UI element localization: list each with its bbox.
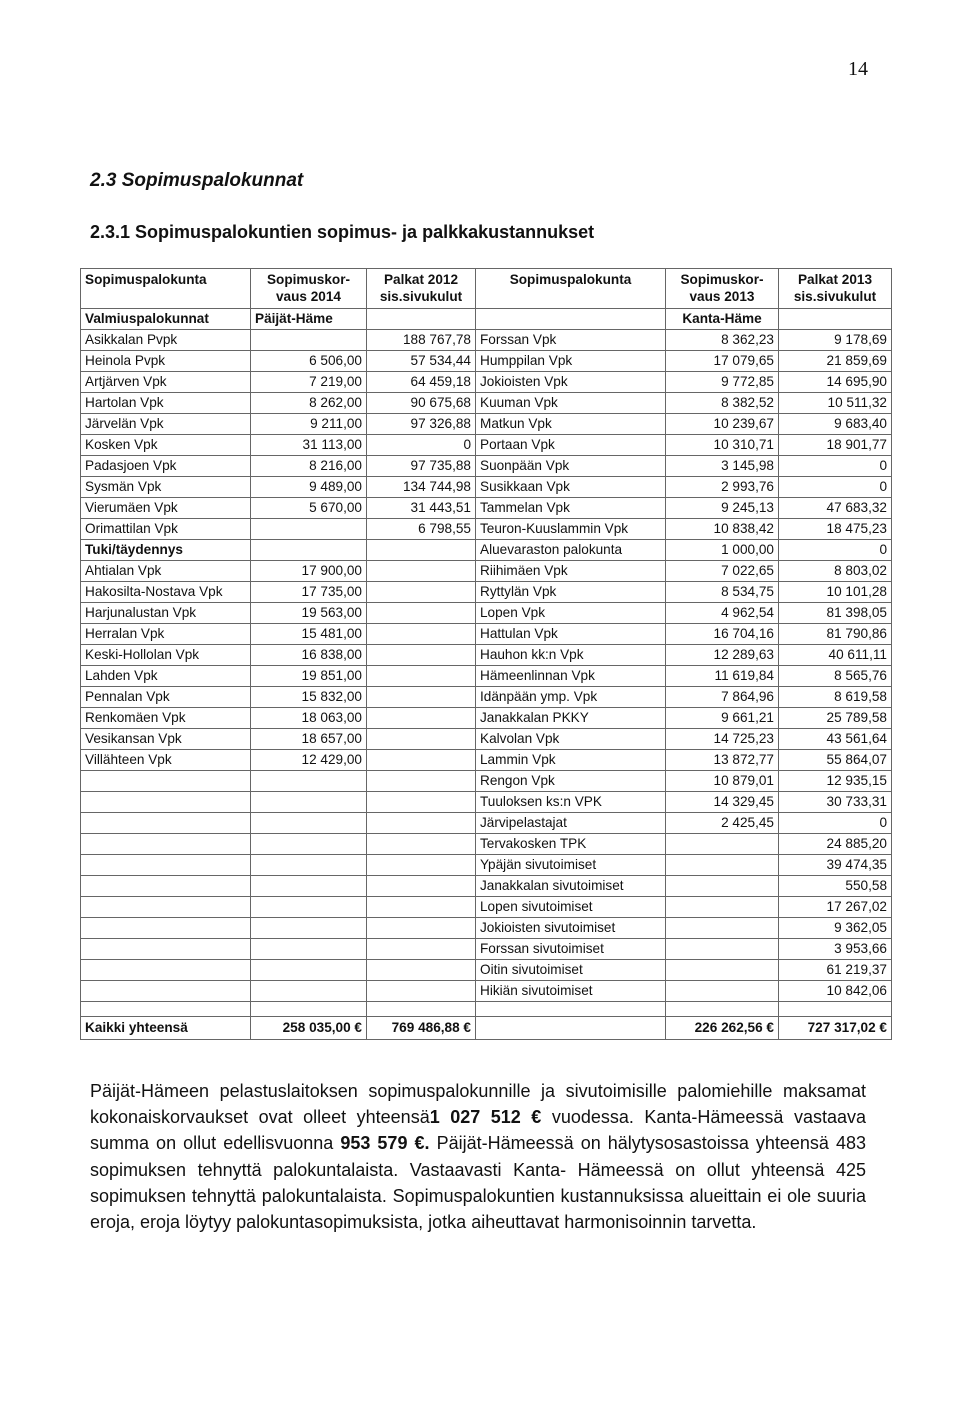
table-row	[81, 540, 892, 561]
cell-palkat-2012: 64 459,18	[367, 372, 476, 393]
cell-palkat-2013: 9 683,40	[779, 414, 892, 435]
cell-palkat-2012	[367, 603, 476, 624]
cell-palkat-2013: 3 953,66	[779, 939, 892, 960]
cell-sopimuskorvaus-2013: 11 619,84	[666, 666, 779, 687]
cell-sopimuskorvaus-2013: 14 725,23	[666, 729, 779, 750]
table-row	[81, 918, 892, 939]
cell-palokunta-left: Keski-Hollolan Vpk	[81, 645, 251, 666]
cell-palkat-2012	[367, 771, 476, 792]
cell-palokunta-right: Kuuman Vpk	[476, 393, 666, 414]
total-paijat-hame: 1 027 512 €	[429, 1107, 542, 1128]
cell-palkat-2012	[367, 918, 476, 939]
cell-sopimuskorvaus-2014	[251, 771, 367, 792]
cell-palkat-2012	[367, 834, 476, 855]
cell-palokunta-left: Artjärven Vpk	[81, 372, 251, 393]
cell-sopimuskorvaus-2014: 17 900,00	[251, 561, 367, 582]
table-row	[81, 330, 892, 351]
cell-palokunta-right: Matkun Vpk	[476, 414, 666, 435]
cell-palkat-2012	[367, 624, 476, 645]
table-row	[81, 456, 892, 477]
cell-sopimuskorvaus-2013: 8 362,23	[666, 330, 779, 351]
cell-palokunta-right: Hikiän sivutoimiset	[476, 981, 666, 1002]
cell-sopimuskorvaus-2013: 12 289,63	[666, 645, 779, 666]
cell-palkat-2013: 39 474,35	[779, 855, 892, 876]
header-sopimuspalokunta-right: Sopimuspalokunta	[476, 269, 666, 309]
cell-palkat-2013: 47 683,32	[779, 498, 892, 519]
cell-palokunta-right: Lopen Vpk	[476, 603, 666, 624]
cell-palokunta-left: Kosken Vpk	[81, 435, 251, 456]
table-row	[81, 666, 892, 687]
table-row	[81, 582, 892, 603]
cell-sopimuskorvaus-2013: 14 329,45	[666, 792, 779, 813]
cell-palkat-2012	[367, 876, 476, 897]
cell-palokunta-left: Järvelän Vpk	[81, 414, 251, 435]
cell-sopimuskorvaus-2014	[251, 939, 367, 960]
cell-sopimuskorvaus-2014	[251, 897, 367, 918]
total-sopimuskorvaus-2014: 258 035,00 €	[251, 1017, 367, 1040]
cell-palokunta-left	[81, 981, 251, 1002]
cell-palokunta-left: Heinola Pvpk	[81, 351, 251, 372]
cell-palkat-2012: 0	[367, 435, 476, 456]
cell-palkat-2013: 18 475,23	[779, 519, 892, 540]
cell-sopimuskorvaus-2014: 8 262,00	[251, 393, 367, 414]
region-row	[81, 309, 892, 330]
table-body	[81, 330, 892, 1002]
cell-sopimuskorvaus-2013	[666, 981, 779, 1002]
table-row	[81, 981, 892, 1002]
cell-palkat-2013: 0	[779, 477, 892, 498]
total-palkat-2013: 727 317,02 €	[779, 1017, 892, 1040]
table-row	[81, 750, 892, 771]
cell-sopimuskorvaus-2013: 10 310,71	[666, 435, 779, 456]
cell-palokunta-left: Padasjoen Vpk	[81, 456, 251, 477]
header-palkat-2012: Palkat 2012 sis.sivukulut	[367, 269, 476, 309]
cell-palkat-2012: 57 534,44	[367, 351, 476, 372]
cell-sopimuskorvaus-2013: 7 022,65	[666, 561, 779, 582]
table-row	[81, 813, 892, 834]
total-row	[81, 1017, 892, 1040]
cell-palokunta-left	[81, 876, 251, 897]
cell-palokunta-right: Portaan Vpk	[476, 435, 666, 456]
cell-palkat-2012	[367, 897, 476, 918]
cell-palokunta-left: Vierumäen Vpk	[81, 498, 251, 519]
cell-palkat-2013: 10 101,28	[779, 582, 892, 603]
cell-palkat-2013: 81 398,05	[779, 603, 892, 624]
table-row	[81, 498, 892, 519]
cell-palokunta-right: Susikkaan Vpk	[476, 477, 666, 498]
table-row	[81, 855, 892, 876]
cell-palokunta-left: Orimattilan Vpk	[81, 519, 251, 540]
header-sopimuskorvaus-2014: Sopimuskor- vaus 2014	[251, 269, 367, 309]
cell-sopimuskorvaus-2014	[251, 876, 367, 897]
cell-sopimuskorvaus-2013: 13 872,77	[666, 750, 779, 771]
table-row	[81, 603, 892, 624]
cell-sopimuskorvaus-2013: 1 000,00	[666, 540, 779, 561]
cell-palokunta-right: Lopen sivutoimiset	[476, 897, 666, 918]
cell-palokunta-left	[81, 813, 251, 834]
cell-palkat-2012	[367, 666, 476, 687]
cell-palokunta-right: Idänpään ymp. Vpk	[476, 687, 666, 708]
cell-palokunta-right: Janakkalan PKKY	[476, 708, 666, 729]
cell-palokunta-right: Hämeenlinnan Vpk	[476, 666, 666, 687]
table-row	[81, 519, 892, 540]
cell-palkat-2013: 10 511,32	[779, 393, 892, 414]
table-row	[81, 897, 892, 918]
cell-palokunta-left: Harjunalustan Vpk	[81, 603, 251, 624]
cell-sopimuskorvaus-2013	[666, 834, 779, 855]
cell-palokunta-left: Lahden Vpk	[81, 666, 251, 687]
cell-palokunta-right: Oitin sivutoimiset	[476, 960, 666, 981]
cell-palokunta-right: Tervakosken TPK	[476, 834, 666, 855]
cell-palokunta-right: Hattulan Vpk	[476, 624, 666, 645]
cell-palkat-2013: 9 362,05	[779, 918, 892, 939]
cell-palokunta-right: Ypäjän sivutoimiset	[476, 855, 666, 876]
cell-sopimuskorvaus-2013: 8 534,75	[666, 582, 779, 603]
cell-palkat-2012: 134 744,98	[367, 477, 476, 498]
cell-palokunta-right: Hauhon kk:n Vpk	[476, 645, 666, 666]
cell-palokunta-right: Jokioisten sivutoimiset	[476, 918, 666, 939]
cell-sopimuskorvaus-2013: 10 879,01	[666, 771, 779, 792]
cell-sopimuskorvaus-2013: 10 239,67	[666, 414, 779, 435]
spacer-row	[81, 1002, 892, 1017]
header-row	[81, 269, 892, 309]
total-label: Kaikki yhteensä	[81, 1017, 251, 1040]
cell-sopimuskorvaus-2013: 9 661,21	[666, 708, 779, 729]
cell-sopimuskorvaus-2014: 9 489,00	[251, 477, 367, 498]
table-row	[81, 708, 892, 729]
cell-sopimuskorvaus-2014: 31 113,00	[251, 435, 367, 456]
cell-palkat-2013: 17 267,02	[779, 897, 892, 918]
summary-paragraph: Päijät-Hämeen pelastuslaitoksen sopimuspalokunnille ja sivutoimisille palomiehille maksamat kokonaiskorvaukset ovat olleet yhteensä1 027 512 € vuodessa. Kanta-Hämeessä vastaava summa on ollut edellisvuonna 953 579 €. Päijät-Hämeessä on hälytysosastoissa yhteensä 483 sopimuksen tehnyttä palokuntalaista. Vastaavasti Kanta- Hämeessä on ollut yhteensä 425 sopimuksen tehnyttä palokuntalaista. Sopimuspalokuntien kustannuksissa alueittain ei ole suuria eroja, eroja löytyy palokuntasopimuksista, jotka aiheuttavat harmonisoinnin tarvetta.	[90, 1081, 867, 1233]
cell-palokunta-right: Janakkalan sivutoimiset	[476, 876, 666, 897]
cell-palokunta-left	[81, 960, 251, 981]
cell-sopimuskorvaus-2014: 16 838,00	[251, 645, 367, 666]
cell-sopimuskorvaus-2014	[251, 813, 367, 834]
cell-palkat-2013: 61 219,37	[779, 960, 892, 981]
region-kanta-hame: Kanta-Häme	[666, 309, 779, 330]
cost-table	[80, 268, 892, 1040]
cell-palkat-2012	[367, 582, 476, 603]
cell-palokunta-left: Pennalan Vpk	[81, 687, 251, 708]
cell-sopimuskorvaus-2014	[251, 540, 367, 561]
cell-sopimuskorvaus-2013: 4 962,54	[666, 603, 779, 624]
cell-sopimuskorvaus-2013	[666, 939, 779, 960]
cell-palokunta-right: Järvipelastajat	[476, 813, 666, 834]
cell-sopimuskorvaus-2014: 9 211,00	[251, 414, 367, 435]
table-row	[81, 960, 892, 981]
cell-palkat-2013: 43 561,64	[779, 729, 892, 750]
cell-palokunta-right: Ryttylän Vpk	[476, 582, 666, 603]
table-row	[81, 687, 892, 708]
cell-palkat-2012	[367, 750, 476, 771]
table-row	[81, 645, 892, 666]
cell-palkat-2012	[367, 729, 476, 750]
cell-sopimuskorvaus-2014	[251, 981, 367, 1002]
group-label: Valmiuspalokunnat	[81, 309, 251, 330]
cell-palkat-2013: 550,58	[779, 876, 892, 897]
subsection-heading: 2.3.1 Sopimuspalokuntien sopimus- ja palkkakustannukset	[90, 222, 595, 242]
table-row	[81, 729, 892, 750]
table-row	[81, 771, 892, 792]
cell-sopimuskorvaus-2014: 8 216,00	[251, 456, 367, 477]
cell-palokunta-left	[81, 939, 251, 960]
cell-palokunta-left: Renkomäen Vpk	[81, 708, 251, 729]
table-row	[81, 372, 892, 393]
cell-sopimuskorvaus-2014: 5 670,00	[251, 498, 367, 519]
cell-palkat-2012: 97 735,88	[367, 456, 476, 477]
cell-sopimuskorvaus-2014	[251, 960, 367, 981]
cell-sopimuskorvaus-2014	[251, 792, 367, 813]
cell-palkat-2013: 10 842,06	[779, 981, 892, 1002]
cell-palkat-2012	[367, 645, 476, 666]
cell-palkat-2013: 8 565,76	[779, 666, 892, 687]
cell-sopimuskorvaus-2014: 18 063,00	[251, 708, 367, 729]
total-sopimuskorvaus-2013: 226 262,56 €	[666, 1017, 779, 1040]
cell-palokunta-right: Rengon Vpk	[476, 771, 666, 792]
cell-palkat-2013: 12 935,15	[779, 771, 892, 792]
cell-palokunta-left	[81, 897, 251, 918]
table-row	[81, 393, 892, 414]
table-row	[81, 834, 892, 855]
cell-palkat-2012	[367, 960, 476, 981]
cell-palkat-2013: 18 901,77	[779, 435, 892, 456]
cell-sopimuskorvaus-2014	[251, 330, 367, 351]
table-row	[81, 477, 892, 498]
cell-sopimuskorvaus-2014	[251, 855, 367, 876]
cell-palokunta-left: Herralan Vpk	[81, 624, 251, 645]
region-paijat-hame: Päijät-Häme	[251, 309, 367, 330]
cell-palkat-2012	[367, 540, 476, 561]
cell-palkat-2012	[367, 939, 476, 960]
cell-palkat-2013: 21 859,69	[779, 351, 892, 372]
cell-palokunta-right: Forssan sivutoimiset	[476, 939, 666, 960]
cell-palokunta-right: Aluevaraston palokunta	[476, 540, 666, 561]
cell-palokunta-left: Tuki/täydennys	[81, 540, 251, 561]
cell-palkat-2013: 0	[779, 813, 892, 834]
cell-palokunta-right: Kalvolan Vpk	[476, 729, 666, 750]
cell-palokunta-right: Suonpään Vpk	[476, 456, 666, 477]
header-palkat-2013: Palkat 2013 sis.sivukulut	[779, 269, 892, 309]
cell-sopimuskorvaus-2014	[251, 918, 367, 939]
cell-sopimuskorvaus-2014: 19 851,00	[251, 666, 367, 687]
cell-sopimuskorvaus-2014: 15 481,00	[251, 624, 367, 645]
cell-palokunta-right: Humppilan Vpk	[476, 351, 666, 372]
cell-palkat-2012: 31 443,51	[367, 498, 476, 519]
cell-palokunta-left: Ahtialan Vpk	[81, 561, 251, 582]
cell-sopimuskorvaus-2013	[666, 918, 779, 939]
cell-palkat-2013: 25 789,58	[779, 708, 892, 729]
table-row	[81, 435, 892, 456]
cell-sopimuskorvaus-2013: 2 993,76	[666, 477, 779, 498]
cell-sopimuskorvaus-2014: 12 429,00	[251, 750, 367, 771]
cell-palkat-2013: 30 733,31	[779, 792, 892, 813]
cell-palokunta-right: Lammin Vpk	[476, 750, 666, 771]
cell-sopimuskorvaus-2014: 15 832,00	[251, 687, 367, 708]
cell-palokunta-right: Jokioisten Vpk	[476, 372, 666, 393]
cell-palokunta-right: Forssan Vpk	[476, 330, 666, 351]
cell-sopimuskorvaus-2013	[666, 897, 779, 918]
cell-sopimuskorvaus-2013: 9 245,13	[666, 498, 779, 519]
cell-palokunta-left: Villähteen Vpk	[81, 750, 251, 771]
cell-palokunta-left	[81, 771, 251, 792]
table-row	[81, 939, 892, 960]
header-sopimuspalokunta-left: Sopimuspalokunta	[81, 269, 251, 309]
cell-palokunta-left	[81, 918, 251, 939]
cell-palkat-2013: 40 611,11	[779, 645, 892, 666]
table-row	[81, 414, 892, 435]
table-row	[81, 561, 892, 582]
cell-palkat-2012	[367, 855, 476, 876]
cell-sopimuskorvaus-2013	[666, 876, 779, 897]
total-kanta-hame: 953 579 €.	[340, 1133, 430, 1154]
cell-palkat-2012: 97 326,88	[367, 414, 476, 435]
table-row	[81, 792, 892, 813]
cell-sopimuskorvaus-2014: 7 219,00	[251, 372, 367, 393]
cell-sopimuskorvaus-2013: 2 425,45	[666, 813, 779, 834]
header-sopimuskorvaus-2013: Sopimuskor- vaus 2013	[666, 269, 779, 309]
table-row	[81, 624, 892, 645]
cell-sopimuskorvaus-2013: 16 704,16	[666, 624, 779, 645]
cell-palokunta-left: Sysmän Vpk	[81, 477, 251, 498]
cell-palkat-2013: 0	[779, 540, 892, 561]
cell-palkat-2012	[367, 792, 476, 813]
cell-sopimuskorvaus-2014	[251, 519, 367, 540]
cell-palokunta-right: Tuuloksen ks:n VPK	[476, 792, 666, 813]
cell-sopimuskorvaus-2013: 7 864,96	[666, 687, 779, 708]
cell-palkat-2012	[367, 561, 476, 582]
cell-palkat-2012: 6 798,55	[367, 519, 476, 540]
cell-sopimuskorvaus-2014: 17 735,00	[251, 582, 367, 603]
cell-palokunta-left: Hakosilta-Nostava Vpk	[81, 582, 251, 603]
cell-palkat-2013: 8 803,02	[779, 561, 892, 582]
cell-palkat-2013: 0	[779, 456, 892, 477]
cell-palokunta-right: Riihimäen Vpk	[476, 561, 666, 582]
table-row	[81, 351, 892, 372]
cell-sopimuskorvaus-2013	[666, 855, 779, 876]
cell-palkat-2012	[367, 813, 476, 834]
cell-sopimuskorvaus-2013: 3 145,98	[666, 456, 779, 477]
cell-sopimuskorvaus-2014: 18 657,00	[251, 729, 367, 750]
table-row	[81, 876, 892, 897]
cell-palkat-2013: 24 885,20	[779, 834, 892, 855]
section-heading: 2.3 Sopimuspalokunnat	[90, 170, 304, 191]
cell-palokunta-left	[81, 834, 251, 855]
cell-sopimuskorvaus-2014: 6 506,00	[251, 351, 367, 372]
cell-palokunta-left: Hartolan Vpk	[81, 393, 251, 414]
cell-palokunta-left	[81, 855, 251, 876]
cell-palkat-2013: 8 619,58	[779, 687, 892, 708]
cell-sopimuskorvaus-2013: 17 079,65	[666, 351, 779, 372]
cell-sopimuskorvaus-2014	[251, 834, 367, 855]
cell-palkat-2013: 81 790,86	[779, 624, 892, 645]
cell-palkat-2012	[367, 708, 476, 729]
cell-palkat-2012: 188 767,78	[367, 330, 476, 351]
cell-palkat-2013: 9 178,69	[779, 330, 892, 351]
cell-palkat-2012	[367, 687, 476, 708]
cell-palkat-2013: 14 695,90	[779, 372, 892, 393]
cell-palkat-2013: 55 864,07	[779, 750, 892, 771]
cell-sopimuskorvaus-2014: 19 563,00	[251, 603, 367, 624]
cell-palokunta-left: Vesikansan Vpk	[81, 729, 251, 750]
cell-palkat-2012	[367, 981, 476, 1002]
cell-sopimuskorvaus-2013: 8 382,52	[666, 393, 779, 414]
page-number: 14	[848, 58, 868, 80]
cell-palokunta-left: Asikkalan Pvpk	[81, 330, 251, 351]
cell-palokunta-right: Tammelan Vpk	[476, 498, 666, 519]
cell-palkat-2012: 90 675,68	[367, 393, 476, 414]
cell-palokunta-left	[81, 792, 251, 813]
total-palkat-2012: 769 486,88 €	[367, 1017, 476, 1040]
cell-palokunta-right: Teuron-Kuuslammin Vpk	[476, 519, 666, 540]
cell-sopimuskorvaus-2013: 10 838,42	[666, 519, 779, 540]
cell-sopimuskorvaus-2013	[666, 960, 779, 981]
cell-sopimuskorvaus-2013: 9 772,85	[666, 372, 779, 393]
